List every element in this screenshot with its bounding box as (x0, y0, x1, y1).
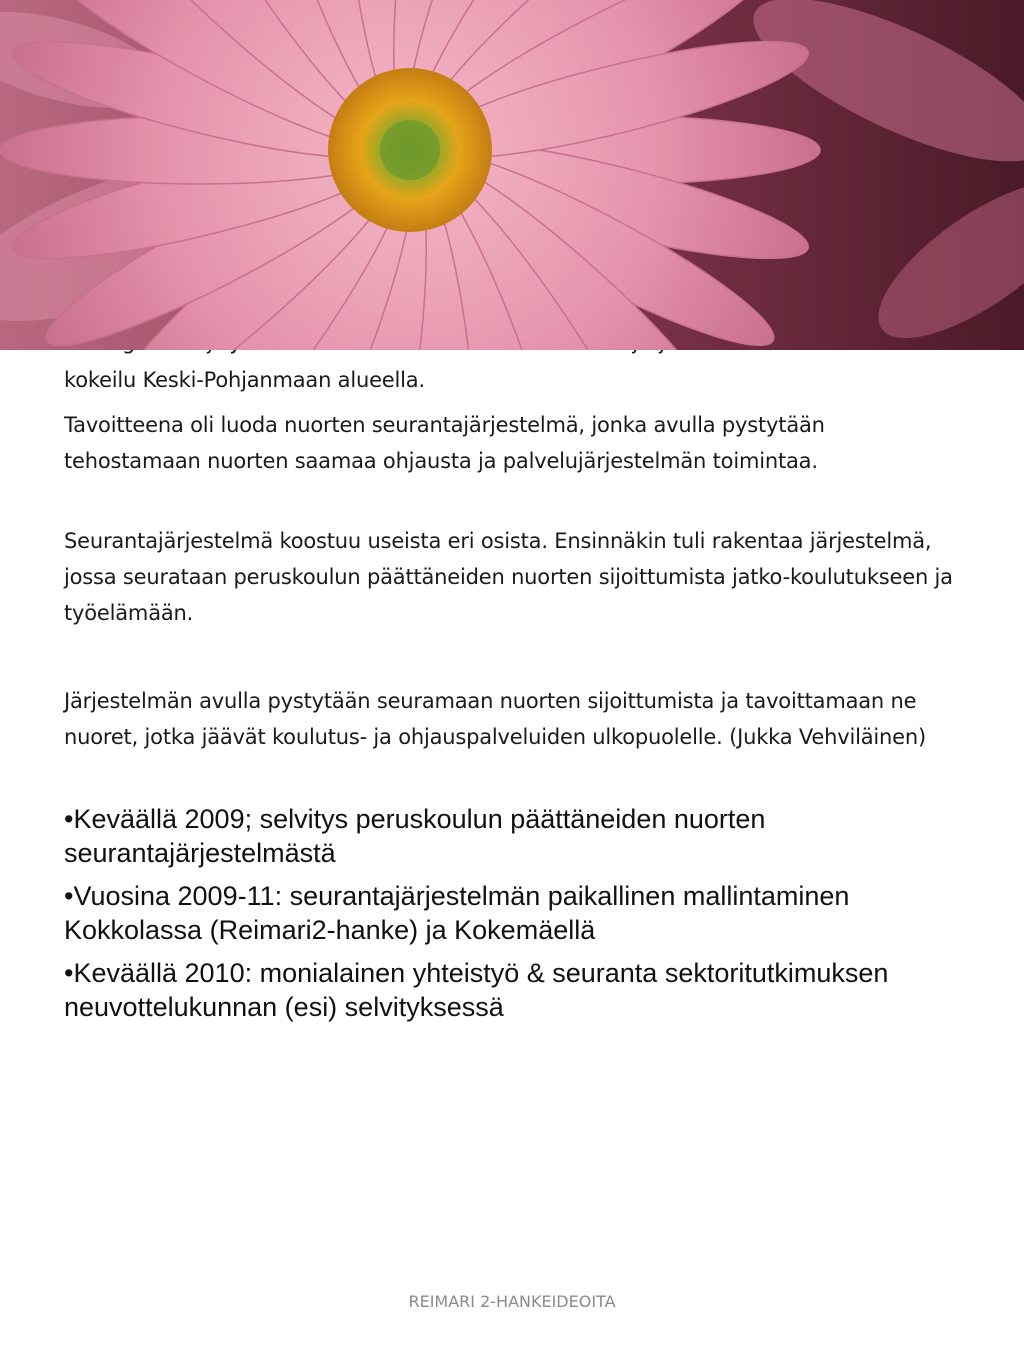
paragraph-3: Seurantajärjestelmä koostuu useista eri osista. Ensinnäkin tuli rakentaa järjestelmä, jossa seurataan peruskoulun päättäneiden nuorten sijoittumista jatko-koulutukseen ja työelämään. (64, 529, 953, 625)
paragraph-2: Tavoitteena oli luoda nuorten seurantajärjestelmä, jonka avulla pystytään tehostamaan nuorten saamaa ohjausta ja palvelujärjestelmän toimintaa. (64, 413, 825, 473)
bullet-item: •Vuosina 2009-11: seurantajärjestelmän paikallinen mallintaminen Kokkolassa (Reimari2-hanke) ja Kokemäellä (64, 881, 850, 945)
bullet-item: •Keväällä 2009; selvitys peruskoulun päättäneiden nuorten seurantajärjestelmästä (64, 804, 766, 868)
bullet-item: •Keväällä 2010: monialainen yhteistyö & seuranta sektoritutkimuksen neuvottelukunnan (esi) selvityksessä (64, 958, 889, 1022)
slide-footer: REIMARI 2-HANKEIDEOITA (408, 1292, 616, 1311)
paragraph-1: kokeilu Keski-Pohjanmaan alueella. (64, 368, 425, 392)
paragraph-4: Järjestelmän avulla pystytään seuramaan nuorten sijoittumista ja tavoittamaan ne nuoret, jotka jäävät koulutus- ja ohjauspalveluiden ulkopuolelle. (Jukka Vehviläinen) (64, 689, 926, 749)
daisy-photo (0, 0, 1024, 350)
